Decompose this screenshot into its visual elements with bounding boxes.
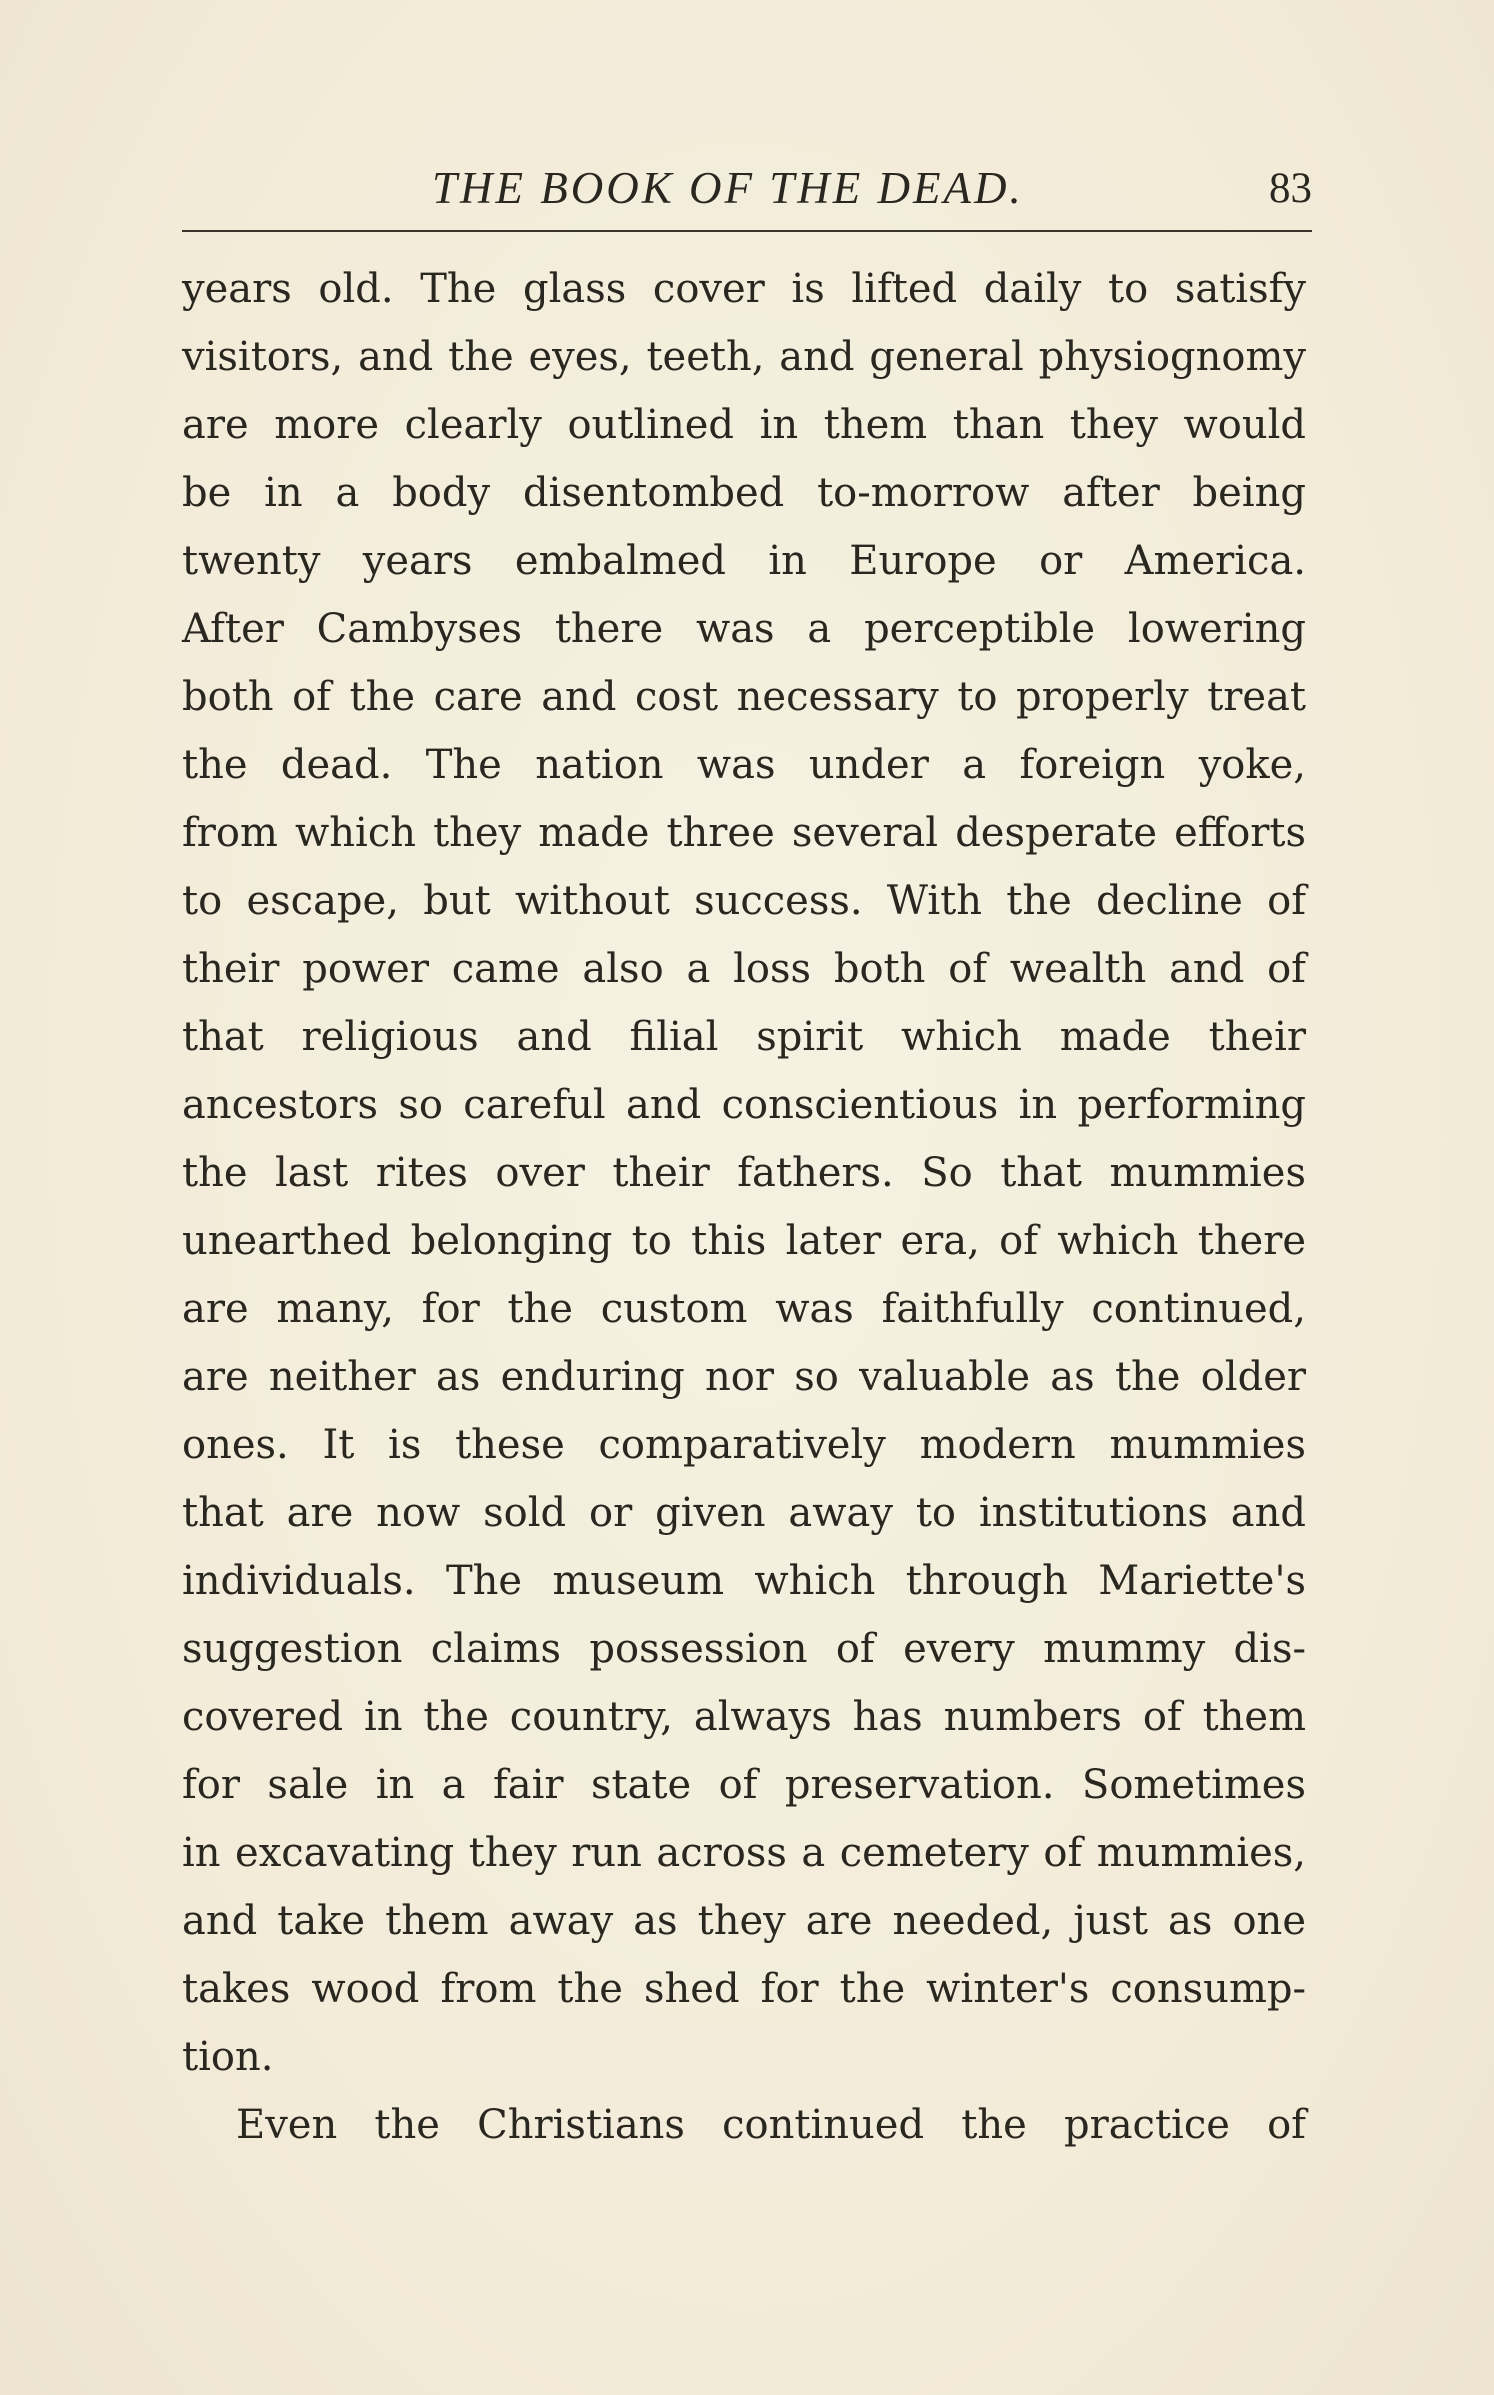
text-line: twenty years embalmed in Europe or America. bbox=[182, 538, 1306, 584]
text-line: After Cambyses there was a perceptible lowering bbox=[182, 606, 1306, 652]
text-line: from which they made three several desperate efforts bbox=[182, 810, 1306, 856]
page-number: 83 bbox=[1269, 165, 1312, 212]
text-line: their power came also a loss both of wealth and of bbox=[182, 946, 1306, 992]
text-line: individuals. The museum which through Mariette's bbox=[182, 1558, 1306, 1604]
paragraph-end-line: tion. bbox=[182, 2034, 274, 2080]
text-line: in excavating they run across a cemetery of mummies, bbox=[182, 1830, 1306, 1876]
page-header bbox=[182, 162, 1312, 222]
body-text bbox=[182, 255, 1306, 2159]
running-title: THE BOOK OF THE DEAD. bbox=[432, 163, 1024, 213]
text-line: unearthed belonging to this later era, of which there bbox=[182, 1218, 1306, 1264]
text-line: be in a body disentombed to-morrow after being bbox=[182, 470, 1306, 516]
text-line: that are now sold or given away to institutions and bbox=[182, 1490, 1306, 1536]
text-line: covered in the country, always has numbers of them bbox=[182, 1694, 1306, 1740]
paragraph-start-line: Even the Christians continued the practice of bbox=[236, 2102, 1306, 2148]
text-line: suggestion claims possession of every mummy dis- bbox=[182, 1626, 1306, 1672]
text-line: the last rites over their fathers. So that mummies bbox=[182, 1150, 1306, 1196]
text-line: are many, for the custom was faithfully continued, bbox=[182, 1286, 1306, 1332]
text-line: ancestors so careful and conscientious in performing bbox=[182, 1082, 1306, 1128]
text-line: takes wood from the shed for the winter's consump- bbox=[182, 1966, 1306, 2012]
text-line: for sale in a fair state of preservation. Sometimes bbox=[182, 1762, 1306, 1808]
text-line: that religious and filial spirit which made their bbox=[182, 1014, 1306, 1060]
text-line: the dead. The nation was under a foreign yoke, bbox=[182, 742, 1306, 788]
text-line: both of the care and cost necessary to properly treat bbox=[182, 674, 1306, 720]
text-line: are neither as enduring nor so valuable as the older bbox=[182, 1354, 1306, 1400]
text-line: ones. It is these comparatively modern mummies bbox=[182, 1422, 1306, 1468]
text-line: and take them away as they are needed, just as one bbox=[182, 1898, 1306, 1944]
text-line: years old. The glass cover is lifted daily to satisfy bbox=[182, 266, 1306, 312]
header-rule bbox=[182, 230, 1312, 232]
text-line: to escape, but without success. With the decline of bbox=[182, 878, 1306, 924]
text-line: are more clearly outlined in them than they would bbox=[182, 402, 1306, 448]
text-line: visitors, and the eyes, teeth, and general physiognomy bbox=[182, 334, 1306, 380]
